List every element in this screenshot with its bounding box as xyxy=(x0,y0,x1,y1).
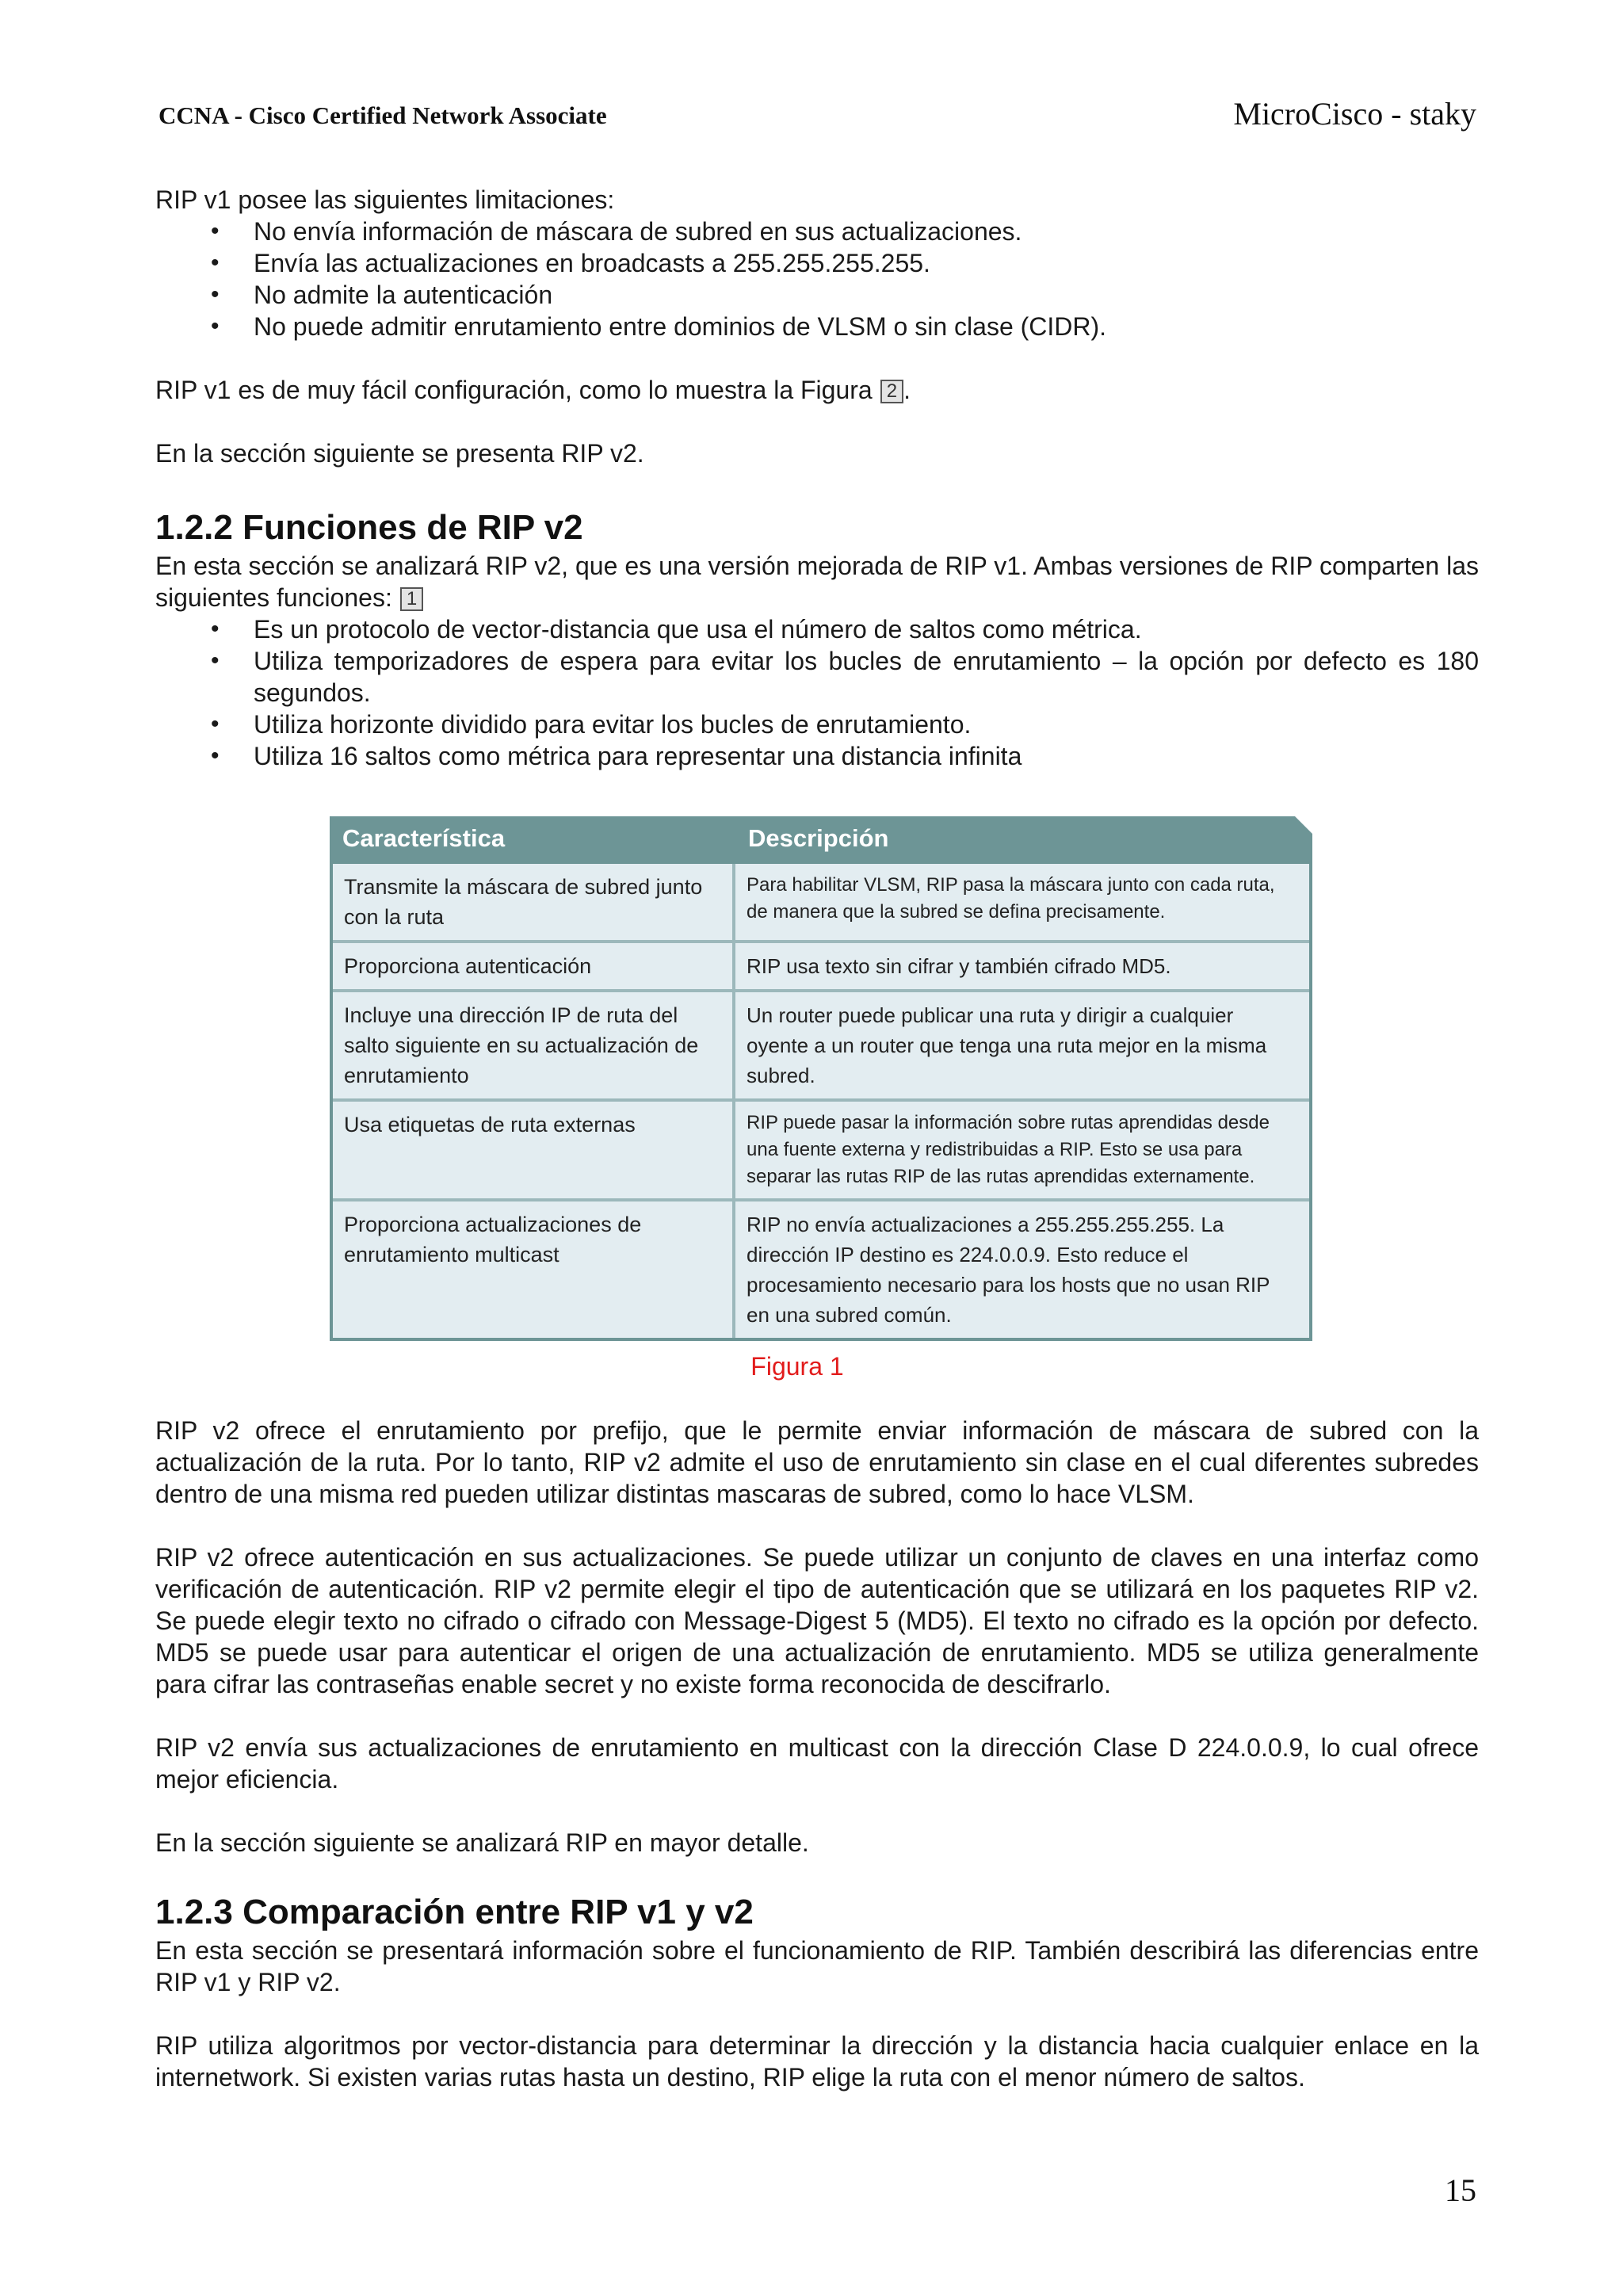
table-row xyxy=(333,940,1309,989)
table-cell-description: Un router puede publicar una ruta y dirigir a cualquier oyente a un router que tenga una ruta mejor en la misma subred. xyxy=(747,1003,1267,1087)
table-header-feature: Característica xyxy=(342,824,506,852)
figure-1-link[interactable]: 1 xyxy=(400,587,423,611)
ripv1-config-end: . xyxy=(903,376,911,404)
figure-1 xyxy=(330,816,1312,1381)
ripv2-paragraph-1: RIP v2 ofrece el enrutamiento por prefijo, que le permite enviar información de máscara de subred con la actualización de la ruta. Por lo tanto, RIP v2 admite el uso de enrutamiento sin clase en el cual diferentes subredes dentro de una misma red pueden utilizar distintas mascaras de subred, como lo hace VLSM. xyxy=(155,1416,1479,1508)
table-row xyxy=(333,1198,1309,1338)
table-row xyxy=(333,1098,1309,1198)
ripv1-limitations-list xyxy=(155,216,1479,342)
table-row xyxy=(333,864,1309,940)
list-item: • Utiliza 16 saltos como métrica para representar una distancia infinita xyxy=(155,740,1479,772)
ripv1-config-paragraph xyxy=(155,374,1479,406)
section-122-intro-text: En esta sección se analizará RIP v2, que es una versión mejorada de RIP v1. Ambas versiones de RIP comparten las siguientes funciones: xyxy=(155,552,1479,612)
page-number: 15 xyxy=(1445,2172,1476,2208)
table-cell-description: RIP no envía actualizaciones a 255.255.255.255. La dirección IP destino es 224.0.0.9. Esto reduce el procesamiento necesario para los hosts que no usan RIP en una subred común. xyxy=(747,1213,1270,1327)
table-cell-feature: Transmite la máscara de subred junto con la ruta xyxy=(333,864,735,940)
list-item: • No admite la autenticación xyxy=(155,279,1479,311)
ripv1-next-paragraph: En la sección siguiente se presenta RIP v2. xyxy=(155,439,644,468)
ripv2-paragraph-2: RIP v2 ofrece autenticación en sus actualizaciones. Se puede utilizar un conjunto de claves en una interfaz como verificación de autenticación. RIP v2 permite elegir el tipo de autenticación que se utilizará en los paquetes RIP v2. Se puede elegir texto no cifrado o cifrado con Message-Digest 5 (MD5). El texto no cifrado es la opción por defecto. MD5 se puede usar para autenticar el origen de una actualización de enrutamiento. MD5 se utiliza generalmente para cifrar las contraseñas enable secret y no existe forma reconocida de descifrarlo. xyxy=(155,1543,1479,1698)
page-content xyxy=(155,184,1479,2093)
section-123-title: 1.2.3 Comparación entre RIP v1 y v2 xyxy=(155,1893,754,1931)
section-123-paragraph-2: RIP utiliza algoritmos por vector-distancia para determinar la dirección y la distancia hacia cualquier enlace en la internetwork. Si existen varias rutas hasta un destino, RIP elige la ruta con el menor número de saltos. xyxy=(155,2031,1479,2092)
figure-caption: Figura 1 xyxy=(750,1352,844,1381)
list-item: • Utiliza horizonte dividido para evitar los bucles de enrutamiento. xyxy=(155,709,1479,740)
table-cell-feature: Usa etiquetas de ruta externas xyxy=(333,1102,735,1198)
list-item: • Utiliza temporizadores de espera para evitar los bucles de enrutamiento – la opción por defecto es 180 segundos. xyxy=(155,645,1479,709)
ripv1-config-text: RIP v1 es de muy fácil configuración, como lo muestra la Figura xyxy=(155,376,873,404)
header-author: MicroCisco - staky xyxy=(1233,96,1476,132)
list-item: • Envía las actualizaciones en broadcasts a 255.255.255.255. xyxy=(155,247,1479,279)
table-cell-description: RIP puede pasar la información sobre rutas aprendidas desde una fuente externa y redistribuidas a RIP. Esto se usa para separar las rutas RIP de las rutas aprendidas externamente. xyxy=(747,1112,1270,1187)
table-header-description: Descripción xyxy=(748,824,889,852)
section-122-title: 1.2.2 Funciones de RIP v2 xyxy=(155,508,583,547)
list-item: • Es un protocolo de vector-distancia que usa el número de saltos como métrica. xyxy=(155,613,1479,645)
section-122-intro xyxy=(155,550,1479,613)
list-item: • No envía información de máscara de subred en sus actualizaciones. xyxy=(155,216,1479,247)
ripv2-paragraph-4: En la sección siguiente se analizará RIP en mayor detalle. xyxy=(155,1828,809,1857)
header-title: CCNA - Cisco Certified Network Associate xyxy=(158,101,607,129)
list-item: • No puede admitir enrutamiento entre dominios de VLSM o sin clase (CIDR). xyxy=(155,311,1479,342)
ripv2-functions-list xyxy=(155,613,1479,772)
ripv1-intro: RIP v1 posee las siguientes limitaciones: xyxy=(155,185,615,214)
figure-2-link[interactable]: 2 xyxy=(880,380,903,403)
table-cell-description: RIP usa texto sin cifrar y también cifrado MD5. xyxy=(747,954,1171,978)
table-cell-feature: Proporciona autenticación xyxy=(333,943,735,989)
table-cell-feature: Proporciona actualizaciones de enrutamiento multicast xyxy=(333,1201,735,1338)
table-header xyxy=(330,816,1312,864)
table-cell-description: Para habilitar VLSM, RIP pasa la máscara junto con cada ruta, de manera que la subred se defina precisamente. xyxy=(747,874,1275,923)
section-123-paragraph-1: En esta sección se presentará información sobre el funcionamiento de RIP. También describirá las diferencias entre RIP v1 y RIP v2. xyxy=(155,1936,1479,1996)
ripv2-paragraph-3: RIP v2 envía sus actualizaciones de enrutamiento en multicast con la dirección Clase D 224.0.0.9, lo cual ofrece mejor eficiencia. xyxy=(155,1733,1479,1794)
table-row xyxy=(333,989,1309,1098)
table-body xyxy=(330,864,1312,1341)
table-cell-feature: Incluye una dirección IP de ruta del salto siguiente en su actualización de enrutamiento xyxy=(333,992,735,1098)
